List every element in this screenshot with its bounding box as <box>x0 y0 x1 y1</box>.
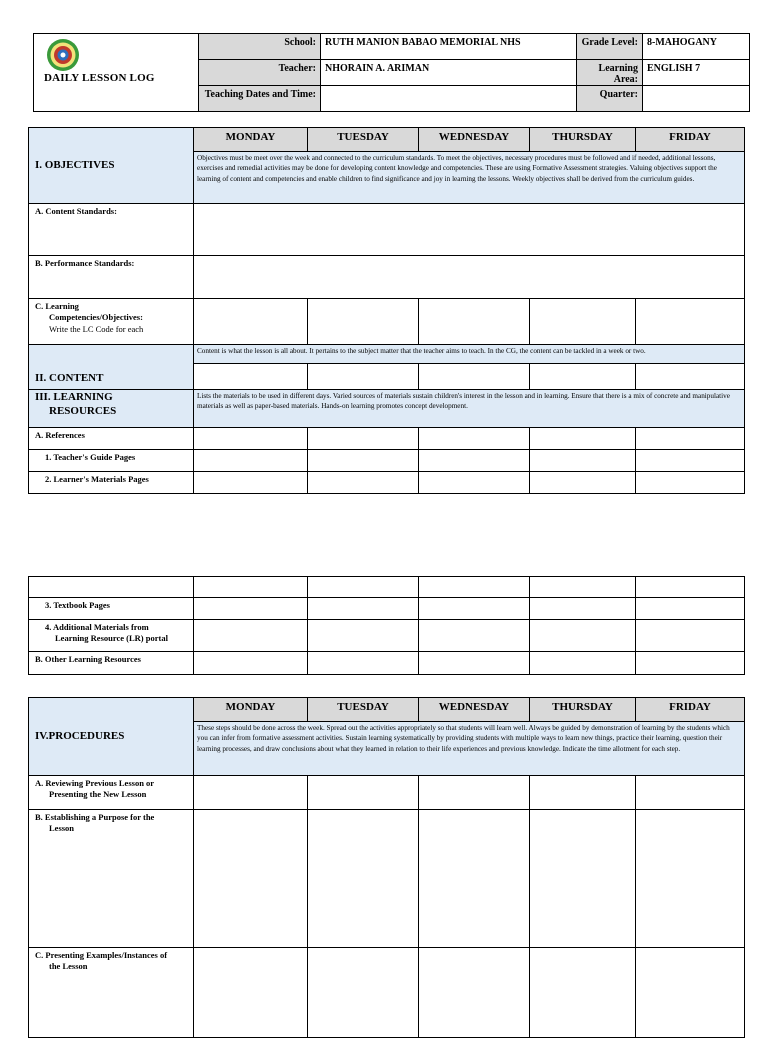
references-wednesday-cell[interactable] <box>419 428 530 450</box>
resources-description: Lists the materials to be used in different days. Varied sources of materials sustain children's interest in the lesson and in learning. Ensure that there is a mix of concrete and manipulative materials as well as paper-based materials. Hands-on learning promotes concept development. <box>194 390 745 428</box>
references-friday-cell[interactable] <box>636 428 745 450</box>
blank-thursday-cell[interactable] <box>530 577 636 598</box>
am-friday-cell[interactable] <box>636 620 745 652</box>
pb-tuesday-cell[interactable] <box>308 810 419 948</box>
procedures-description: These steps should be done across the week. Spread out the activities appropriately so that students will learn well. Always be guided by demonstration of learning by the students which you can infer from formative assessment activities. Sustain learning systematically by providing students with multiple ways to learn new things, practice their learning, question their learning processes, and draw conclusions about what they learned in relation to their life experiences and previous knowledge. Indicate the time allotment for each step. <box>194 722 745 776</box>
resources-title-line-1: III. LEARNING <box>35 391 113 403</box>
lm-thursday-cell[interactable] <box>530 472 636 494</box>
logo-cell <box>34 34 199 112</box>
blank-wednesday-cell[interactable] <box>419 577 530 598</box>
resources-continued-table <box>28 576 745 675</box>
or-monday-cell[interactable] <box>194 652 308 675</box>
references-monday-cell[interactable] <box>194 428 308 450</box>
tb-monday-cell[interactable] <box>194 598 308 620</box>
grade-value[interactable]: 8-MAHOGANY <box>643 34 750 60</box>
pa-thursday-cell[interactable] <box>530 776 636 810</box>
header-table <box>33 33 750 112</box>
additional-line-2: Learning Resource (LR) portal <box>55 633 168 644</box>
blank-monday-cell[interactable] <box>194 577 308 598</box>
content-thursday-cell[interactable] <box>530 364 636 390</box>
other-resources-label: B. Other Learning Resources <box>29 652 194 675</box>
establishing-line-1: B. Establishing a Purpose for the <box>35 812 155 822</box>
objectives-table <box>28 127 745 494</box>
school-value[interactable]: RUTH MANION BABAO MEMORIAL NHS <box>321 34 577 60</box>
resources-title-line-2: RESOURCES <box>49 404 117 417</box>
proc-day-friday: FRIDAY <box>636 698 745 722</box>
proc-day-tuesday: TUESDAY <box>308 698 419 722</box>
am-wednesday-cell[interactable] <box>419 620 530 652</box>
teacher-value[interactable]: NHORAIN A. ARIMAN <box>321 60 577 86</box>
proc-day-thursday: THURSDAY <box>530 698 636 722</box>
objectives-description: Objectives must be meet over the week and connected to the curriculum standards. To meet the objectives, necessary procedures must be followed and if needed, additional lessons, exercises and remedial activities may be done for developing content knowledge and competencies. These are using Formative Assessment strategies. Valuing objectives support the learning of content and competencies and enable children to find significance and joy in learning the lessons. Weekly objectives shall be derived from the curriculum guides. <box>194 152 745 204</box>
pb-friday-cell[interactable] <box>636 810 745 948</box>
learners-materials-label: 2. Learner's Materials Pages <box>29 472 194 494</box>
procedures-table <box>28 697 745 1038</box>
references-tuesday-cell[interactable] <box>308 428 419 450</box>
content-monday-cell[interactable] <box>194 364 308 390</box>
tg-monday-cell[interactable] <box>194 450 308 472</box>
competencies-monday-cell[interactable] <box>194 299 308 345</box>
quarter-label: Quarter: <box>577 86 643 112</box>
pa-wednesday-cell[interactable] <box>419 776 530 810</box>
tb-wednesday-cell[interactable] <box>419 598 530 620</box>
tg-tuesday-cell[interactable] <box>308 450 419 472</box>
content-standards-label: A. Content Standards: <box>29 204 194 256</box>
content-description: Content is what the lesson is all about. It pertains to the subject matter that the teacher aims to teach. In the CG, the content can be tackled in a week or two. <box>194 345 745 364</box>
blank-row-label[interactable] <box>29 577 194 598</box>
pb-monday-cell[interactable] <box>194 810 308 948</box>
reviewing-line-2: Presenting the New Lesson <box>49 789 147 800</box>
competencies-line-3: Write the LC Code for each <box>49 323 144 334</box>
tb-thursday-cell[interactable] <box>530 598 636 620</box>
pb-thursday-cell[interactable] <box>530 810 636 948</box>
reviewing-lesson-label <box>29 776 194 810</box>
day-friday: FRIDAY <box>636 128 745 152</box>
content-standards-cell[interactable] <box>194 204 745 256</box>
dates-label: Teaching Dates and Time: <box>199 86 321 112</box>
competencies-tuesday-cell[interactable] <box>308 299 419 345</box>
day-thursday: THURSDAY <box>530 128 636 152</box>
blank-friday-cell[interactable] <box>636 577 745 598</box>
reviewing-line-1: A. Reviewing Previous Lesson or <box>35 778 155 788</box>
additional-line-1: 4. Additional Materials from <box>45 622 149 632</box>
blank-tuesday-cell[interactable] <box>308 577 419 598</box>
day-tuesday: TUESDAY <box>308 128 419 152</box>
am-tuesday-cell[interactable] <box>308 620 419 652</box>
objectives-heading: I. OBJECTIVES <box>29 128 194 204</box>
competencies-thursday-cell[interactable] <box>530 299 636 345</box>
performance-standards-cell[interactable] <box>194 256 745 299</box>
or-friday-cell[interactable] <box>636 652 745 675</box>
am-monday-cell[interactable] <box>194 620 308 652</box>
pc-friday-cell[interactable] <box>636 948 745 1038</box>
or-wednesday-cell[interactable] <box>419 652 530 675</box>
teacher-label: Teacher: <box>199 60 321 86</box>
presenting-examples-label <box>29 948 194 1038</box>
references-label: A. References <box>29 428 194 450</box>
presenting-line-1: C. Presenting Examples/Instances of <box>35 950 168 960</box>
learning-competencies-label <box>29 299 194 345</box>
tb-friday-cell[interactable] <box>636 598 745 620</box>
learning-area-value[interactable]: ENGLISH 7 <box>643 60 750 86</box>
quarter-value[interactable] <box>643 86 750 112</box>
or-tuesday-cell[interactable] <box>308 652 419 675</box>
tg-wednesday-cell[interactable] <box>419 450 530 472</box>
lm-tuesday-cell[interactable] <box>308 472 419 494</box>
content-heading: II. CONTENT <box>29 345 194 390</box>
tb-tuesday-cell[interactable] <box>308 598 419 620</box>
learning-area-label: Learning Area: <box>577 60 643 86</box>
pa-tuesday-cell[interactable] <box>308 776 419 810</box>
pb-wednesday-cell[interactable] <box>419 810 530 948</box>
content-friday-cell[interactable] <box>636 364 745 390</box>
grade-label: Grade Level: <box>577 34 643 60</box>
tg-thursday-cell[interactable] <box>530 450 636 472</box>
competencies-friday-cell[interactable] <box>636 299 745 345</box>
textbook-pages-label: 3. Textbook Pages <box>29 598 194 620</box>
teachers-guide-label: 1. Teacher's Guide Pages <box>29 450 194 472</box>
content-tuesday-cell[interactable] <box>308 364 419 390</box>
or-thursday-cell[interactable] <box>530 652 636 675</box>
pc-tuesday-cell[interactable] <box>308 948 419 1038</box>
competencies-wednesday-cell[interactable] <box>419 299 530 345</box>
additional-materials-label <box>29 620 194 652</box>
proc-day-monday: MONDAY <box>194 698 308 722</box>
procedures-heading: IV.PROCEDURES <box>29 698 194 776</box>
establishing-purpose-label <box>29 810 194 948</box>
content-wednesday-cell[interactable] <box>419 364 530 390</box>
tg-friday-cell[interactable] <box>636 450 745 472</box>
pa-friday-cell[interactable] <box>636 776 745 810</box>
references-thursday-cell[interactable] <box>530 428 636 450</box>
pa-monday-cell[interactable] <box>194 776 308 810</box>
document-title: DAILY LESSON LOG <box>44 72 155 84</box>
lm-monday-cell[interactable] <box>194 472 308 494</box>
competencies-line-1: C. Learning <box>35 301 79 311</box>
performance-standards-label: B. Performance Standards: <box>29 256 194 299</box>
dates-value[interactable] <box>321 86 577 112</box>
lm-wednesday-cell[interactable] <box>419 472 530 494</box>
lm-friday-cell[interactable] <box>636 472 745 494</box>
presenting-line-2: the Lesson <box>49 961 88 972</box>
pc-thursday-cell[interactable] <box>530 948 636 1038</box>
pc-wednesday-cell[interactable] <box>419 948 530 1038</box>
pc-monday-cell[interactable] <box>194 948 308 1038</box>
learning-resources-heading <box>29 390 194 428</box>
day-monday: MONDAY <box>194 128 308 152</box>
day-wednesday: WEDNESDAY <box>419 128 530 152</box>
proc-day-wednesday: WEDNESDAY <box>419 698 530 722</box>
school-label: School: <box>199 34 321 60</box>
establishing-line-2: Lesson <box>49 823 75 834</box>
school-seal-icon <box>46 38 80 72</box>
competencies-line-2: Competencies/Objectives: <box>49 312 143 323</box>
am-thursday-cell[interactable] <box>530 620 636 652</box>
